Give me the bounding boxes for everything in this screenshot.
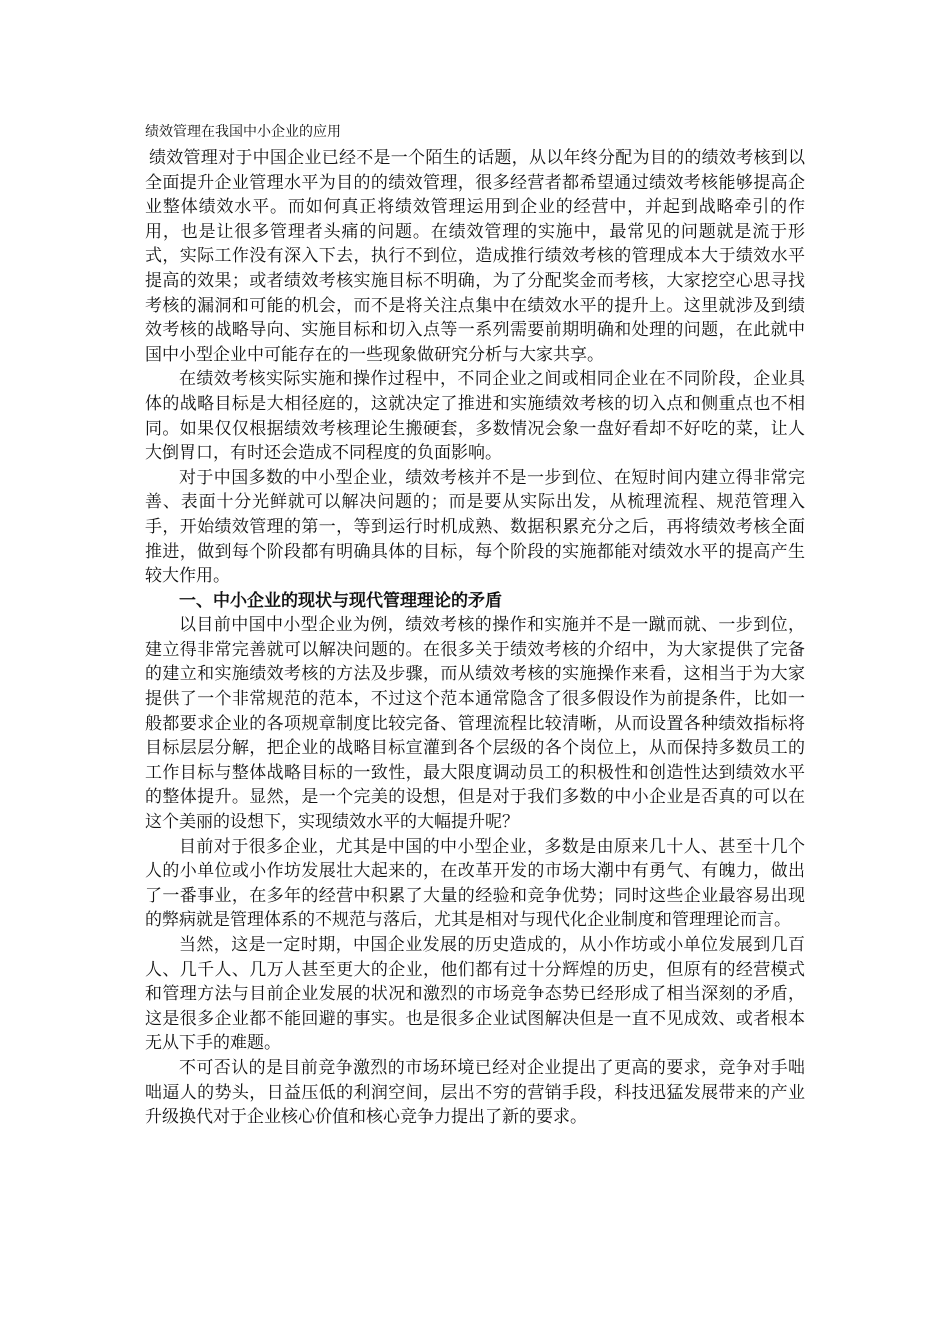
document-page [145, 122, 805, 1130]
section-paragraph: 当然，这是一定时期，中国企业发展的历史造成的，从小作坊或小单位发展到几百人、几千人、几万人甚至更大的企业，他们都有过十分辉煌的历史，但原有的经营模式和管理方法与目前企业发展的状况和激烈的市场竞争态势已经形成了相当深刻的矛盾，这是很多企业都不能回避的事实。也是很多企业试图解决但是一直不见成效、或者根本无从下手的难题。 [145, 935, 805, 1054]
section-paragraph: 不可否认的是目前竞争激烈的市场环境已经对企业提出了更高的要求，竞争对手咄咄逼人的势头，日益压低的利润空间，层出不穷的营销手段，科技迅猛发展带来的产业升级换代对于企业核心价值和核心竞争力提出了新的要求。 [145, 1057, 805, 1128]
body-paragraph: 对于中国多数的中小型企业，绩效考核并不是一步到位、在短时间内建立得非常完善、表面十分光鲜就可以解决问题的；而是要从实际出发，从梳理流程、规范管理入手，开始绩效管理的第一，等到运行时机成熟、数据积累充分之后，再将绩效考核全面推进，做到每个阶段都有明确具体的目标，每个阶段的实施都能对绩效水平的提高产生较大作用。 [145, 467, 805, 587]
intro-paragraph: 绩效管理对于中国企业已经不是一个陌生的话题，从以年终分配为目的的绩效考核到以全面提升企业管理水平为目的的绩效管理，很多经营者都希望通过绩效考核能够提高企业整体绩效水平。而如何真正将绩效管理运用到企业的经营中，并起到战略牵引的作用，也是让很多管理者头痛的问题。在绩效管理的实施中，最常见的问题就是流于形式，实际工作没有深入下去，执行不到位，造成推行绩效考核的管理成本大于绩效水平提高的效果；或者绩效考核实施目标不明确，为了分配奖金而考核，大家挖空心思寻找考核的漏洞和可能的机会，而不是将关注点集中在绩效水平的提升上。这里就涉及到绩效考核的战略导向、实施目标和切入点等一系列需要前期明确和处理的问题，在此就中国中小型企业中可能存在的一些现象做研究分析与大家共享。 [145, 148, 805, 365]
section-paragraph: 以目前中国中小型企业为例，绩效考核的操作和实施并不是一蹴而就、一步到位，建立得非常完善就可以解决问题的。在很多关于绩效考核的介绍中，为大家提供了完备的建立和实施绩效考核的方法及步骤，而从绩效考核的实施操作来看，这相当于为大家提供了一个非常规范的范本，不过这个范本通常隐含了很多假设作为前提条件，比如一般都要求企业的各项规章制度比较完备、管理流程比较清晰，从而设置各种绩效指标将目标层层分解，把企业的战略目标宣灌到各个层级的各个岗位上，从而保持多数员工的工作目标与整体战略目标的一致性，最大限度调动员工的积极性和创造性达到绩效水平的整体提升。显然，是一个完美的设想，但是对于我们多数的中小企业是否真的可以在这个美丽的设想下，实现绩效水平的大幅提升呢？ [145, 615, 805, 833]
document-title: 绩效管理在我国中小企业的应用 [145, 124, 341, 140]
section-paragraph: 目前对于很多企业，尤其是中国的中小型企业，多数是由原来几十人、甚至十几个人的小单位或小作坊发展壮大起来的，在改革开发的市场大潮中有勇气、有魄力，做出了一番事业，在多年的经营中积累了大量的经验和竞争优势；同时这些企业最容易出现的弊病就是管理体系的不规范与落后，尤其是相对与现代化企业制度和管理理论而言。 [145, 836, 805, 931]
body-paragraph: 在绩效考核实际实施和操作过程中，不同企业之间或相同企业在不同阶段，企业具体的战略目标是大相径庭的，这就决定了推进和实施绩效考核的切入点和侧重点也不相同。如果仅仅根据绩效考核理论生搬硬套，多数情况会象一盘好看却不好吃的菜，让人大倒胃口，有时还会造成不同程度的负面影响。 [145, 369, 805, 464]
section-heading: 一、中小企业的现状与现代管理理论的矛盾 [179, 590, 502, 611]
